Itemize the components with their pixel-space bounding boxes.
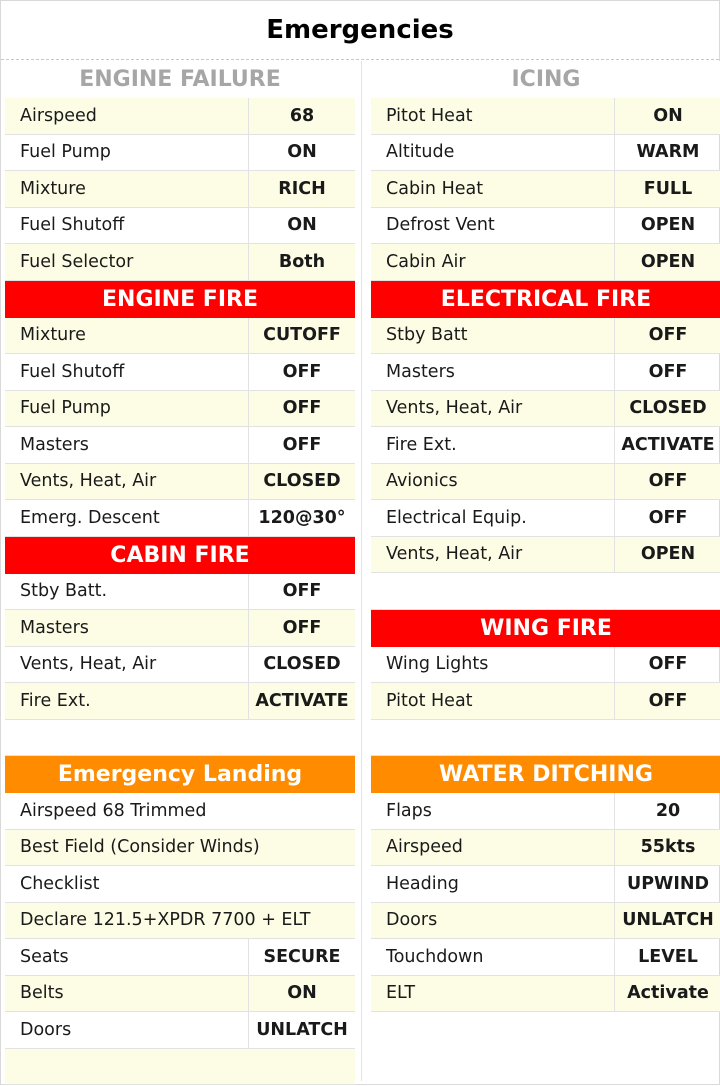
item-label: Pitot Heat — [371, 683, 615, 719]
item-value: CLOSED — [263, 654, 341, 675]
checklist-row — [5, 391, 355, 428]
column-divider — [361, 61, 362, 1081]
checklist-row — [5, 1012, 355, 1049]
item-label: Defrost Vent — [371, 208, 615, 244]
item-value: 68 — [289, 105, 315, 126]
item-label: Mixture — [5, 318, 249, 354]
checklist-row — [371, 427, 720, 464]
item-label: Flaps — [371, 793, 615, 829]
item-label: Doors — [5, 1012, 249, 1048]
section-header-engine-failure: ENGINE FAILURE — [5, 61, 355, 98]
item-value: OFF — [282, 434, 322, 455]
section-header-water-ditching: WATER DITCHING — [371, 756, 720, 793]
item-label: Altitude — [371, 135, 615, 171]
item-value: OFF — [282, 581, 322, 602]
checklist-row — [5, 610, 355, 647]
checklist-row — [5, 793, 355, 830]
item-label: Cabin Air — [371, 244, 615, 280]
checklist-row — [5, 574, 355, 611]
item-value: OFF — [648, 361, 688, 382]
checklist-row — [371, 939, 720, 976]
item-value: 20 — [655, 800, 681, 821]
checklist-row — [5, 427, 355, 464]
item-value: FULL — [643, 178, 693, 199]
item-value: RICH — [278, 178, 326, 199]
item-value: ON — [287, 983, 317, 1004]
checklist-row — [371, 793, 720, 830]
spacer-row — [371, 720, 720, 757]
item-value: ON — [287, 142, 317, 163]
item-value: ACTIVATE — [255, 690, 349, 711]
item-value: OPEN — [640, 544, 696, 565]
item-label: Airspeed — [371, 830, 615, 866]
item-label: Fire Ext. — [371, 427, 615, 463]
item-label: Stby Batt. — [5, 574, 249, 610]
item-label: Heading — [371, 866, 615, 902]
item-label: Fuel Selector — [5, 244, 249, 280]
checklist-row — [371, 866, 720, 903]
checklist-row — [5, 976, 355, 1013]
checklist-row — [371, 500, 720, 537]
item-value: CLOSED — [263, 471, 341, 492]
item-label: Fuel Shutoff — [5, 354, 249, 390]
checklist-row — [371, 354, 720, 391]
checklist-row — [371, 464, 720, 501]
item-label: Vents, Heat, Air — [371, 391, 615, 427]
item-label: Pitot Heat — [371, 98, 615, 134]
checklist-row — [371, 208, 720, 245]
item-value: WARM — [636, 142, 700, 163]
item-value: OFF — [282, 361, 322, 382]
item-label: Mixture — [5, 171, 249, 207]
checklist-row — [371, 98, 720, 135]
item-value: Both — [278, 251, 326, 272]
item-label: Electrical Equip. — [371, 500, 615, 536]
item-value: ON — [287, 215, 317, 236]
item-value: UNLATCH — [622, 910, 714, 931]
item-value: LEVEL — [638, 946, 698, 967]
checklist-row — [5, 318, 355, 355]
checklist-row — [371, 976, 720, 1013]
page-title: Emergencies — [1, 0, 719, 60]
checklist-row — [5, 500, 355, 537]
checklist-row — [5, 354, 355, 391]
item-value: OFF — [648, 325, 688, 346]
item-value: ACTIVATE — [621, 434, 715, 455]
item-label: Fuel Shutoff — [5, 208, 249, 244]
item-label: Emerg. Descent — [5, 500, 249, 536]
item-label: Airspeed 68 Trimmed — [20, 800, 207, 821]
item-value: UNLATCH — [256, 1019, 348, 1040]
spacer-row — [5, 720, 355, 757]
item-value: SECURE — [263, 946, 341, 967]
item-label: Vents, Heat, Air — [371, 537, 615, 573]
left-column — [5, 61, 355, 1085]
item-label: Wing Lights — [371, 647, 615, 683]
checklist-row — [5, 208, 355, 245]
item-value: OFF — [648, 654, 688, 675]
item-label: Masters — [5, 610, 249, 646]
checklist-row — [5, 647, 355, 684]
item-label: Fuel Pump — [5, 135, 249, 171]
checklist-row — [5, 171, 355, 208]
item-label: Seats — [5, 939, 249, 975]
checklist-row — [5, 464, 355, 501]
spacer-row — [371, 573, 720, 610]
section-header-wing-fire: WING FIRE — [371, 610, 720, 647]
checklist-row — [371, 830, 720, 867]
item-value: OFF — [648, 507, 688, 528]
checklist-row — [5, 135, 355, 172]
item-value: ON — [653, 105, 683, 126]
checklist-row — [5, 903, 355, 940]
item-label: Airspeed — [5, 98, 249, 134]
checklist-row — [371, 683, 720, 720]
item-label: Checklist — [20, 873, 100, 894]
checklist-row — [371, 647, 720, 684]
item-value: OFF — [648, 471, 688, 492]
checklist-row — [5, 939, 355, 976]
right-column — [371, 61, 720, 1012]
item-value: OPEN — [640, 215, 696, 236]
checklist-row — [5, 866, 355, 903]
item-value: CLOSED — [629, 398, 707, 419]
item-value: OFF — [648, 690, 688, 711]
item-label: Vents, Heat, Air — [5, 647, 249, 683]
item-label: Stby Batt — [371, 318, 615, 354]
section-header-engine-fire: ENGINE FIRE — [5, 281, 355, 318]
checklist-row — [5, 98, 355, 135]
checklist-row — [371, 903, 720, 940]
section-header-electrical-fire: ELECTRICAL FIRE — [371, 281, 720, 318]
item-label: Belts — [5, 976, 249, 1012]
item-label: Best Field (Consider Winds) — [20, 837, 260, 858]
section-header-cabin-fire: CABIN FIRE — [5, 537, 355, 574]
item-value: OFF — [282, 617, 322, 638]
spacer-row — [5, 1049, 355, 1086]
item-label: Vents, Heat, Air — [5, 464, 249, 500]
section-header-emergency-landing: Emergency Landing — [5, 756, 355, 793]
item-value: 120@30° — [258, 507, 346, 528]
item-label: Cabin Heat — [371, 171, 615, 207]
section-header-icing: ICING — [371, 61, 720, 98]
item-label: Declare 121.5+XPDR 7700 + ELT — [20, 910, 311, 931]
item-label: Fire Ext. — [5, 683, 249, 719]
item-label: Fuel Pump — [5, 391, 249, 427]
item-value: 55kts — [640, 837, 696, 858]
item-value: UPWIND — [626, 873, 710, 894]
checklist-row — [371, 537, 720, 574]
item-label: Masters — [5, 427, 249, 463]
item-label: Masters — [371, 354, 615, 390]
checklist-row — [5, 244, 355, 281]
item-label: Doors — [371, 903, 615, 939]
checklist-row — [5, 683, 355, 720]
checklist-row — [5, 830, 355, 867]
item-label: ELT — [371, 976, 615, 1012]
item-value: Activate — [627, 983, 709, 1004]
item-value: OPEN — [640, 251, 696, 272]
checklist-row — [371, 391, 720, 428]
item-label: Avionics — [371, 464, 615, 500]
checklist-row — [371, 135, 720, 172]
item-label: Touchdown — [371, 939, 615, 975]
checklist-row — [371, 318, 720, 355]
checklist-row — [371, 171, 720, 208]
item-value: CUTOFF — [263, 325, 341, 346]
item-value: OFF — [282, 398, 322, 419]
checklist-row — [371, 244, 720, 281]
